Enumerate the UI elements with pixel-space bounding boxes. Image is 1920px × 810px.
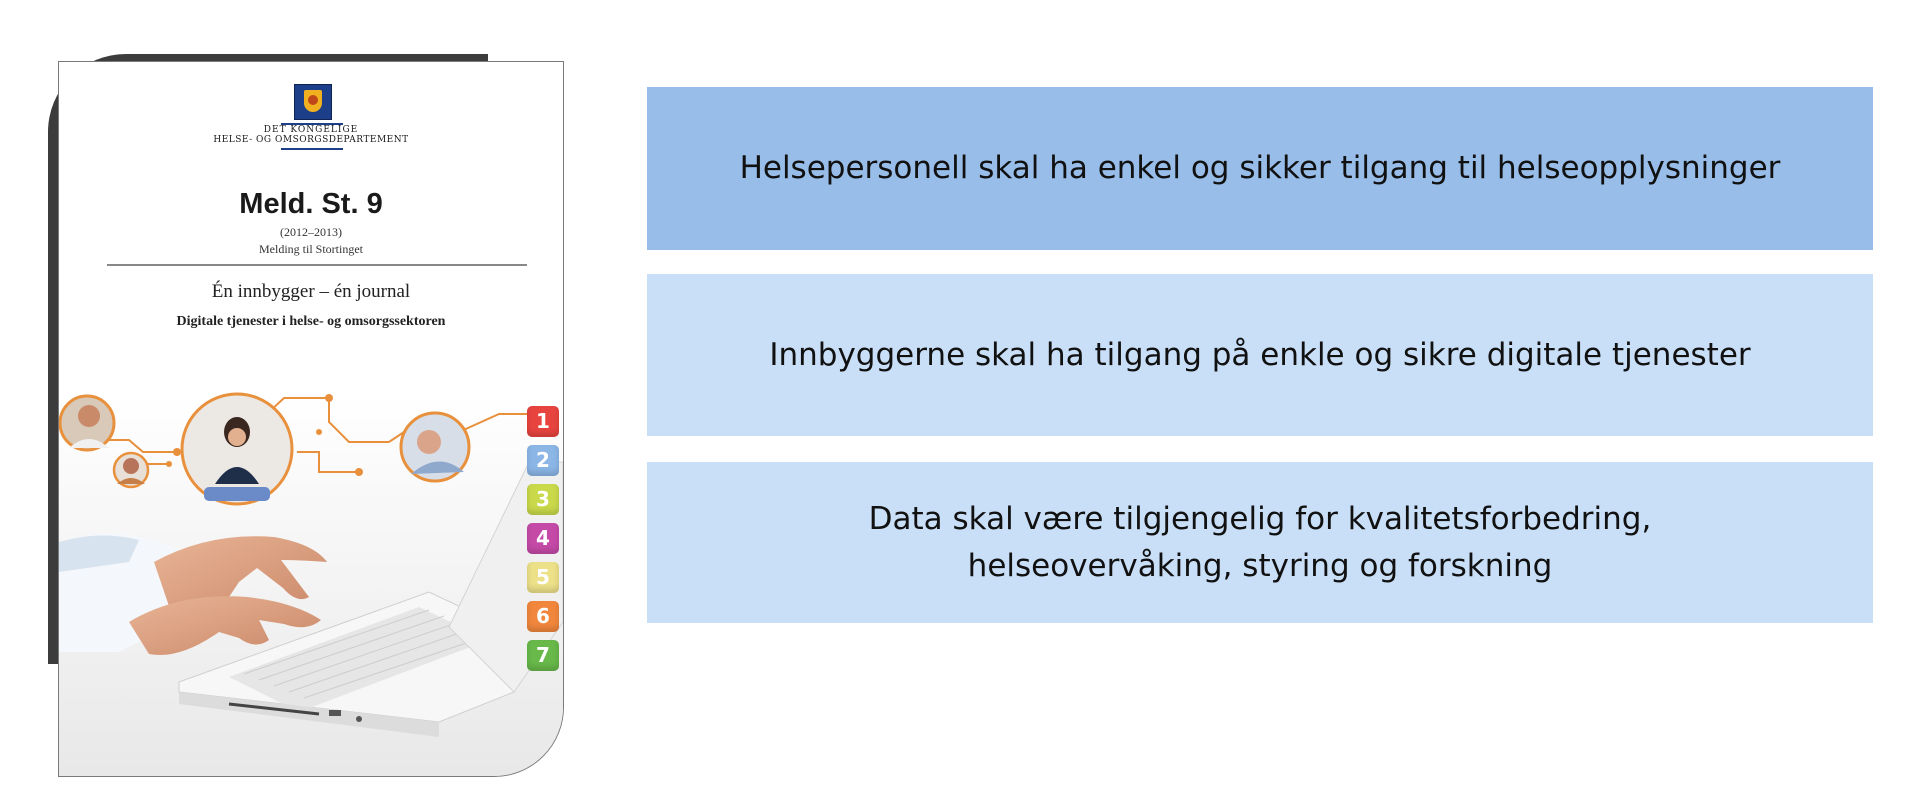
- cover-title: Én innbygger – én journal: [211, 281, 411, 302]
- report-type: Melding til Stortinget: [259, 242, 363, 256]
- goal-box-3: [647, 462, 1873, 623]
- goal-box-2: [647, 274, 1873, 436]
- coat-of-arms-icon: [294, 84, 332, 120]
- chapter-tab-5: 5: [527, 562, 559, 593]
- report-cover: [58, 61, 564, 777]
- cover-divider: [107, 264, 527, 266]
- chapter-tab-2: 2: [527, 445, 559, 476]
- portrait-man: [60, 396, 114, 450]
- goal-text-3: [869, 496, 1652, 590]
- portrait-elderly: [401, 413, 469, 481]
- goal-text-1: Helsepersonell skal ha enkel og sikker tilgang til helseopplysninger: [739, 150, 1781, 186]
- goal-text-2: Innbyggerne skal ha tilgang på enkle og sikre digitale tjenester: [769, 336, 1751, 373]
- department-name-line1: DET KONGELIGE: [263, 125, 359, 135]
- chapter-tab-7: 7: [527, 640, 559, 671]
- goal-text-3-line2: helseovervåking, styring og forskning: [967, 547, 1553, 584]
- department-rule: [281, 148, 343, 150]
- goal-text-3-line1: Data skal være tilgjengelig for kvalitetsforbedring,: [868, 500, 1652, 537]
- department-name-line2: HELSE- OG OMSORGSDEPARTEMENT: [213, 135, 409, 145]
- portrait-child: [114, 453, 148, 487]
- cover-illustration: [59, 392, 563, 776]
- goal-box-1: [647, 87, 1873, 250]
- report-number: Meld. St. 9: [239, 188, 383, 220]
- chapter-tab-3: 3: [527, 484, 559, 515]
- cover-subtitle: Digitale tjenester i helse- og omsorgssektoren: [176, 314, 446, 329]
- portrait-woman: [182, 394, 292, 504]
- chapter-tab-6: 6: [527, 601, 559, 632]
- chapter-tab-1: 1: [527, 406, 559, 437]
- report-years: (2012–2013): [280, 225, 342, 239]
- chapter-tab-4: 4: [527, 523, 559, 554]
